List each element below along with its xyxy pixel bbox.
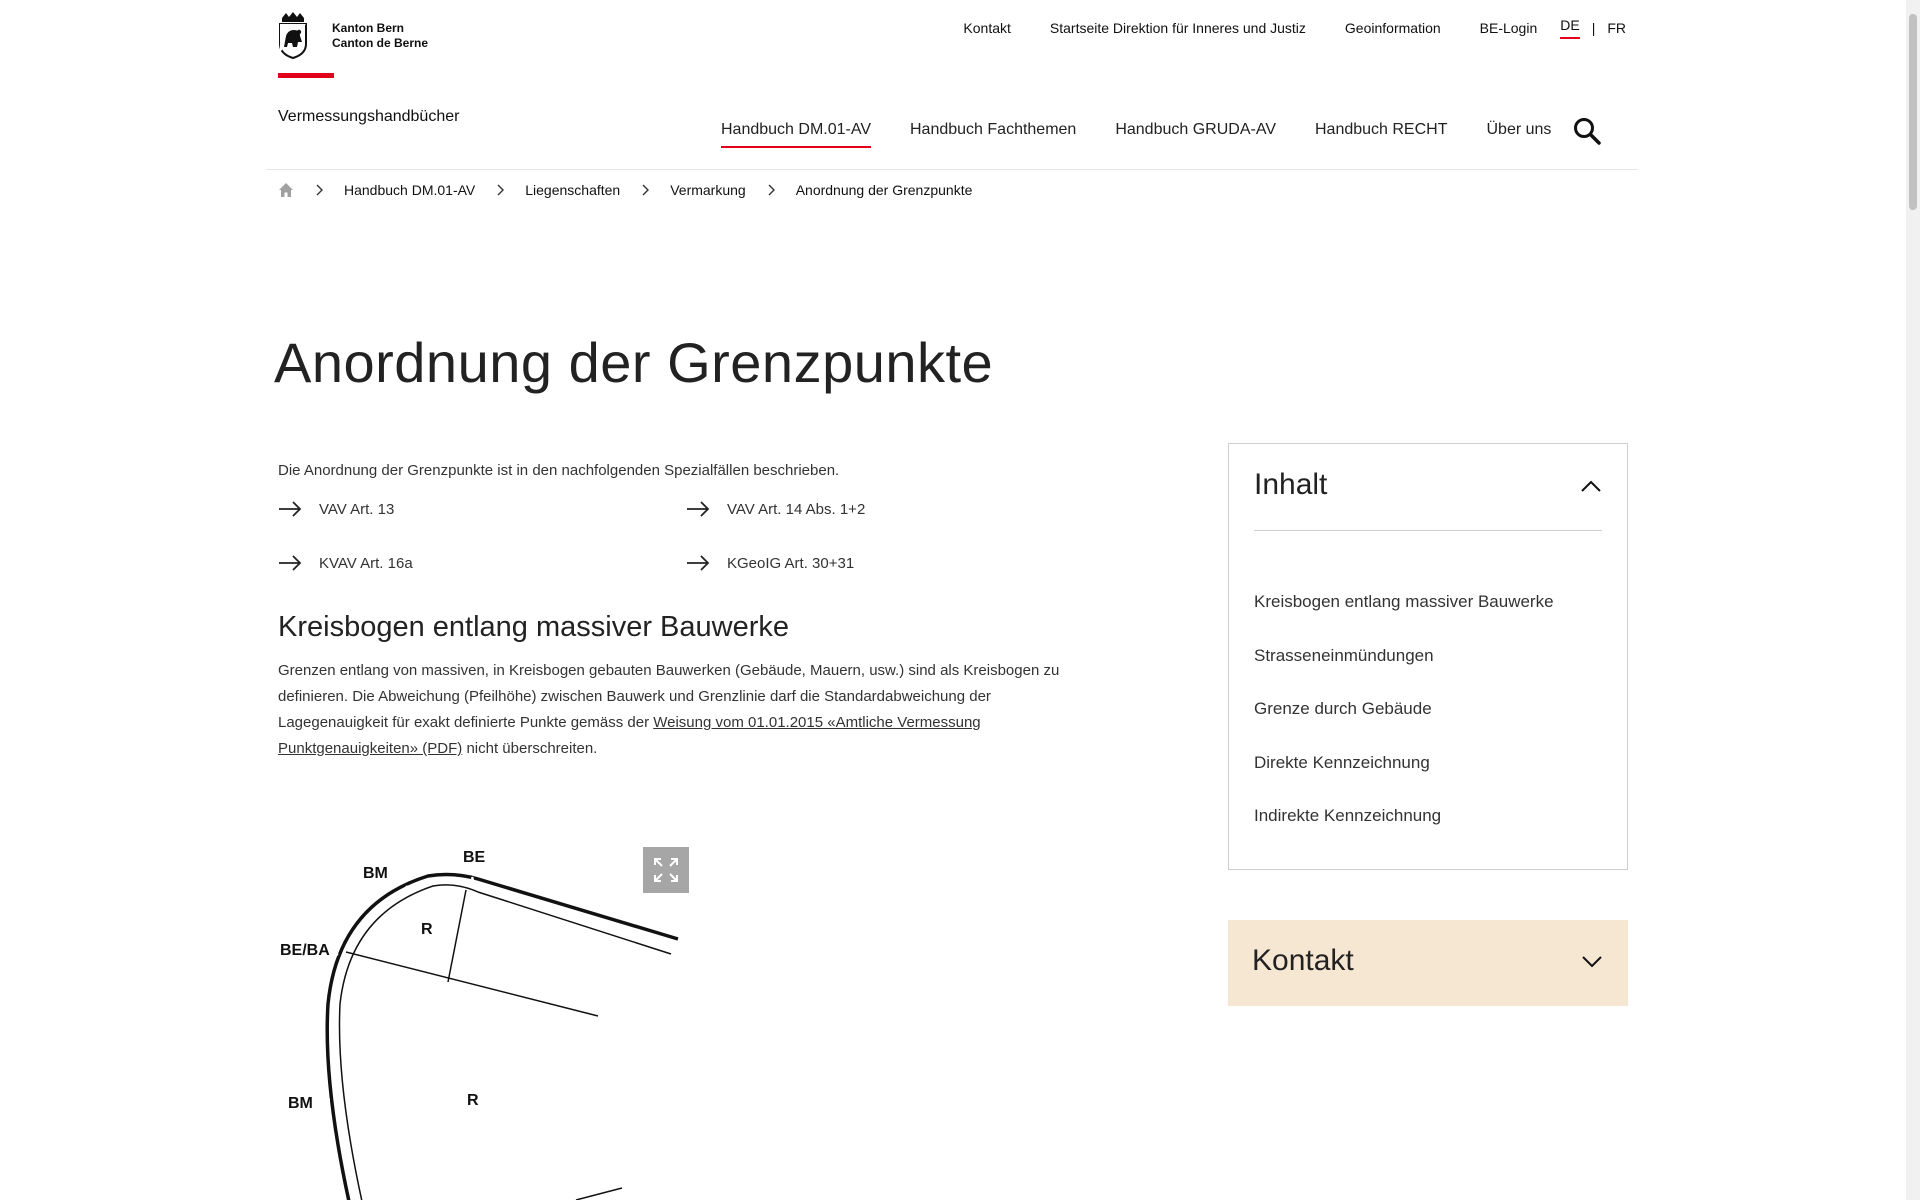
toc-panel [1228,443,1628,870]
language-switcher [1560,17,1626,39]
search-icon[interactable] [1572,116,1602,146]
label-r-small: R [421,921,433,938]
nav-handbuch-dm01-av[interactable]: Handbuch DM.01-AV [721,121,871,148]
lang-fr[interactable]: FR [1607,20,1626,36]
toc-item[interactable]: Strasseneinmündungen [1254,645,1434,665]
link-label: VAV Art. 14 Abs. 1+2 [727,500,866,518]
bern-crest-icon [278,12,308,59]
arrow-right-icon [686,501,710,517]
contact-title: Kontakt [1252,944,1354,977]
breadcrumb-current: Anordnung der Grenzpunkte [795,182,973,198]
toc-list [1254,592,1554,860]
arrow-right-icon [278,555,302,571]
label-bm-left: BM [288,1095,313,1112]
service-link-geoinformation[interactable]: Geoinformation [1344,20,1441,36]
breadcrumb-item[interactable]: Vermarkung [670,182,746,198]
nav-handbuch-gruda-av[interactable]: Handbuch GRUDA-AV [1115,121,1276,138]
label-r-large: R [467,1092,479,1109]
link-label: KVAV Art. 16a [319,554,413,572]
toc-item[interactable]: Direkte Kennzeichnung [1254,752,1430,772]
service-link-startseite[interactable]: Startseite Direktion für Inneres und Justiz [1049,20,1306,36]
link-label: VAV Art. 13 [319,500,395,518]
point-mark [406,886,411,892]
section-heading: Kreisbogen entlang massiver Bauwerke [278,611,789,643]
kanton-bern-logo[interactable] [278,12,428,59]
section-paragraph [278,658,1078,762]
chevron-right-icon [767,184,777,196]
label-bm-top: BM [363,865,388,882]
paragraph-text: nicht überschreiten. [462,740,598,757]
link-label: KGeoIG Art. 30+31 [727,554,855,572]
lang-de[interactable]: DE [1560,17,1579,39]
chevron-down-icon [1580,953,1604,971]
chevron-right-icon [315,184,325,196]
building-line-inner [339,885,671,1200]
chevron-up-icon[interactable] [1579,477,1603,495]
point-mark [333,952,338,955]
link-vav-art-13[interactable] [278,497,686,521]
breadcrumb-item[interactable]: Liegenschaften [525,182,621,198]
radius-line [576,1188,622,1200]
link-kvav-art-16a[interactable] [278,551,686,575]
nav-ueber-uns[interactable]: Über uns [1486,121,1552,138]
arrow-right-icon [686,555,710,571]
toc-title[interactable]: Inhalt [1254,468,1328,501]
kreisbogen-diagram [278,834,688,1200]
service-link-kontakt[interactable]: Kontakt [963,20,1011,36]
expand-icon[interactable] [643,847,689,893]
label-be-ba: BE/BA [280,942,330,959]
scrollbar-thumb[interactable] [1909,14,1917,210]
nav-handbuch-fachthemen[interactable]: Handbuch Fachthemen [910,121,1077,138]
breadcrumb [278,182,972,198]
page-title: Anordnung der Grenzpunkte [274,331,994,394]
intro-text: Die Anordnung der Grenzpunkte ist in den nachfolgenden Spezialfällen beschrieben. [278,462,840,479]
toc-item[interactable]: Grenze durch Gebäude [1254,699,1432,718]
main-nav [721,121,1590,148]
toc-item[interactable]: Indirekte Kennzeichnung [1254,806,1442,825]
weisung-pdf-link[interactable]: Weisung vom 01.01.2015 «Amtliche Vermessung Punktgenauigkeiten» (PDF) [278,714,981,757]
chevron-right-icon [641,184,651,196]
site-name[interactable]: Vermessungshandbücher [278,108,460,125]
toc-divider [1254,530,1602,531]
service-nav [963,17,1626,39]
lang-separator: | [1591,20,1596,36]
label-be: BE [463,849,486,866]
home-icon[interactable] [278,182,294,198]
radius-line [448,890,466,982]
logo-text-fr: Canton de Berne [332,36,429,50]
nav-handbuch-recht[interactable]: Handbuch RECHT [1314,121,1448,138]
main-content [278,462,1078,762]
logo-accent-bar [278,73,334,78]
kreisbogen-figure [278,834,688,1200]
breadcrumb-item[interactable]: Handbuch DM.01-AV [344,182,476,198]
chevron-right-icon [496,184,506,196]
scrollbar[interactable] [1906,0,1920,1200]
arrow-right-icon [278,501,302,517]
boundary-line-outer [327,875,678,1200]
radius-line [346,952,598,1016]
link-list [278,497,1078,575]
paragraph-text: Grenzen entlang von massiven, in Kreisbogen gebauten Bauwerken (Gebäude, Mauern, usw.) sind als Kreisbogen zu definieren. Die Abweichung (Pfeilhöhe) zwischen Bauwerk und Grenzlinie darf die Standardabweichung der Lagegenauigkeit für exakt definierte Punkte gemäss der [278,662,1060,731]
link-vav-art-14[interactable] [686,497,1094,521]
toc-item[interactable]: Kreisbogen entlang massiver Bauwerke [1254,592,1554,611]
service-link-be-login[interactable]: BE-Login [1479,20,1538,36]
contact-accordion[interactable] [1228,920,1628,1006]
link-kgeoig-art-30-31[interactable] [686,551,1094,575]
header-divider [266,169,1638,170]
logo-text-de: Kanton Bern [332,21,404,35]
